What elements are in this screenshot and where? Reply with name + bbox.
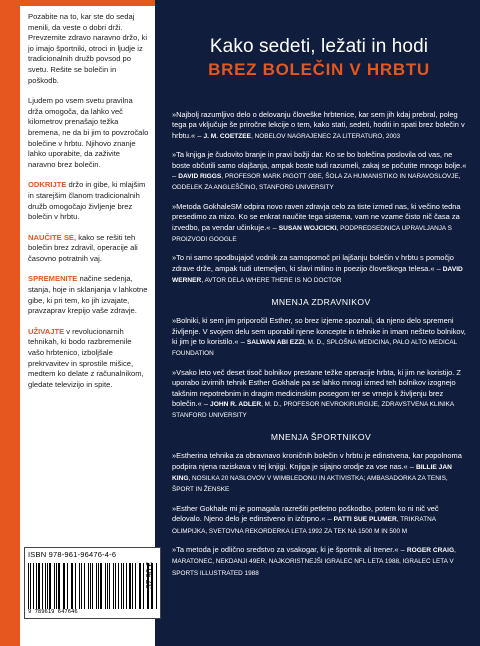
barcode-bar (42, 563, 43, 609)
quote-author: J. M. COETZEE (203, 132, 252, 140)
isbn-barcode-box (24, 547, 161, 619)
barcode-bar (30, 563, 31, 609)
barcode-bar (143, 563, 144, 609)
barcode-bar (96, 563, 97, 609)
sidebar-point-learn (28, 233, 149, 265)
quote-author-role: , TRIKRATNA OLIMPIJKA, SVETOVNA REKORDERKA LETA 1992 ZA TEK NA 1500 M IN 500 M (172, 516, 436, 535)
sidebar-intro: Pozabite na to, kar ste do sedaj menili, da veste o dobri drži. Prevzemite zdravo naravno držo, ki jo imajo športniki, otroci in ljudje iz tradicionalnih družb povsod po svetu. Rešite se bolečin in poškodb. (28, 12, 148, 85)
point-text: načine sedenja, stanja, hoje in sklanjanja v lahkotne gibe, ki pri tem, ko jih izvajate, pravzaprav krepijo vaše zdravje. (28, 274, 148, 316)
barcode-bar (54, 563, 55, 609)
barcode-bar (71, 563, 72, 609)
barcode-bar (129, 563, 130, 609)
barcode-bar (132, 563, 134, 609)
point-text: v revolucionarnih tehnikah, ki bodo razbremenile vašo hrbtenico, izboljšale prekrvavitev in sprostile mišice, medtem ko delate z računalnikom, gledate televizijo in spite. (28, 326, 144, 389)
quote-author: DAVID RIGGS (178, 173, 222, 181)
quote-text: »Bolniki, ki sem jim priporočil Esther, so brez izjeme spoznali, da njeno delo spremeni življenje. V svojem delu sem uporabil njene koncepte in tehnike in imam nešteto bolnikov, ki jim je to koristilo.« – (172, 316, 466, 346)
quote-text: »To ni samo spodbujajoč vodnik za samopomoč pri lajšanju bolečin v hrbtu s pomočjo zdrave drže, ampak tudi utemeljen, ki slavi milino in poezijo človeškega telesa.« – (172, 253, 454, 273)
price-label: 37,90 € (145, 562, 155, 589)
quote-text: »Najbolj razumljivo delo o delovanju človeške hrbtenice, kar sem jih kdaj prebral, poleg tega pa vključuje še priročne lekcije o tem, kako stati, sedeti, hoditi in spati brez bolečin v hrbtu.« – (172, 110, 465, 140)
testimonial-quote (172, 253, 470, 286)
quotes-athletes (172, 451, 470, 579)
barcode-bar (81, 563, 82, 609)
quote-author: ROGER CRAIG (406, 547, 455, 554)
barcode-bar (56, 563, 57, 609)
barcode-digits: 9 789619 647646 (28, 608, 78, 615)
barcode-bar (72, 563, 73, 609)
testimonials-column (172, 110, 470, 587)
barcode-bar (58, 563, 60, 609)
quote-author: SUSAN WOJCICKI (278, 224, 337, 232)
quote-source (172, 401, 454, 419)
barcode-bar (45, 563, 46, 609)
quote-text: »Metoda GokhaleSM odpira novo raven zdravja celo za tiste izmed nas, ki večino tedna presedimo za mizo. Ko se enkrat naučite tega sistema, vam ne vzame čisto nič časa za izvedbo, pa vendar učinkuje.« – (172, 201, 461, 232)
keyword-learn: NAUČITE SE, (28, 232, 77, 242)
barcode-bar (33, 563, 34, 609)
isbn-label: ISBN 978-961-96476-4-6 (28, 550, 117, 559)
barcode-bar (139, 563, 140, 609)
sidebar-paragraph: Ljudem po vsem svetu pravilna drža omogoča, da lahko več kilometrov prenašajo težka bremena, ne da bi jim to povzročalo bolečine v hrbtu. Njihovo znanje lahko uporabite, da zaživite naravno brez bolečin. (28, 96, 149, 169)
quote-text: »Ta metoda je odlično sredstvo za vsakogar, ki je športnik ali trener.« – (172, 545, 407, 554)
testimonial-quote (172, 545, 470, 579)
barcode-bar (121, 563, 122, 609)
quotes-doctors (172, 316, 470, 422)
quote-author-role: , PROFESOR MARK PIGOTT OBE, ŠOLA ZA HUMANISTIKO IN NARAVOSLOVJE, ODDELEK ZA ANGLEŠČINO, STANFORD UNIVERSITY (172, 173, 461, 192)
keyword-discover: ODKRIJTE (28, 180, 67, 190)
section-heading-doctors: MNENJA ZDRAVNIKOV (271, 296, 371, 307)
barcode-bar (135, 563, 136, 609)
barcode-bar (36, 563, 37, 609)
left-accent-band (0, 0, 12, 646)
quote-author: DAVID WERNER (172, 265, 463, 285)
barcode-bar (38, 563, 40, 609)
quote-author-role: , MARATONEC, NEKDANJI 49ER, NAJKORISTNEJŠI IGRALEC NFL LETA 1988, IGRALEC LETA V SPORTS ILLUSTRATED 1988 (172, 547, 456, 577)
barcode-bar (90, 563, 91, 609)
sidebar-point-enjoy (28, 327, 149, 391)
barcode-bar (100, 563, 101, 609)
quote-text: »Ta knjiga je čudovito branje in pravi božji dar. Ko se bo bolečina poslovila od vas, ne boste občutili samo olajšanja, ampak boste tudi razumeli, zakaj se počutite mnogo bolje.« – (172, 150, 467, 181)
barcode-bar (113, 563, 115, 609)
quote-author-role: , NOSILKA 20 NASLOVOV V WIMBLEDONU IN AKTIVISTKA; AMBASADORKA ZA TENIS, ŠPORT IN ŽENSKE (172, 474, 448, 494)
testimonial-quote (172, 316, 470, 360)
book-subtitle: BREZ BOLEČIN V HRBTU (208, 60, 430, 79)
testimonial-quote (172, 451, 470, 496)
barcode-bar (126, 563, 127, 609)
quote-text: »Esther Gokhale mi je pomagala razrešiti petletno poškodbo, potem ko ni nič več delovalo. Njeno delo je edinstveno in izčrpno.« – (172, 503, 439, 524)
barcode-graphic (28, 563, 157, 611)
barcode-bar (98, 563, 99, 609)
testimonial-quote (172, 368, 470, 422)
section-heading-athletes: MNENJA ŠPORTNIKOV (270, 431, 372, 442)
quote-author: PATTI SUE PLUMER (333, 516, 397, 524)
barcode-bar (115, 563, 116, 609)
quote-author-role: , PODPREDSEDNICA UPRAVLJANJA S PROIZVODI GOOGLE (172, 224, 452, 244)
barcode-bar (109, 563, 110, 609)
sidebar-point-discover (28, 180, 149, 222)
quote-author-role: , M. D., PROFESOR NEVROKIRURGIJE, ZDRAVSTVENA KLINIKA STANFORD UNIVERSITY (172, 400, 454, 420)
quotes-general (172, 110, 470, 287)
point-text: kako se rešiti teh bolečin brez zdravil, operacije ali časovno potratnih vaj. (28, 232, 138, 263)
barcode-bar (84, 563, 86, 609)
barcode-bar (118, 563, 119, 609)
barcode-bar (92, 563, 93, 609)
barcode-bar (49, 563, 50, 609)
barcode-bar (123, 563, 124, 609)
barcode-bar (140, 563, 141, 609)
barcode-bar (63, 563, 64, 609)
sidebar-point-change (28, 274, 149, 316)
testimonial-quote (172, 110, 470, 142)
sidebar-frame (12, 0, 155, 646)
quote-author: JOHN R. ADLER (210, 400, 262, 408)
quote-source (172, 173, 460, 191)
barcode-bar (28, 563, 29, 609)
quote-author-role: , AVTOR DELA WHERE THERE IS NO DOCTOR (201, 277, 342, 285)
barcode-bar (75, 563, 76, 609)
sidebar-panel (20, 6, 155, 646)
barcode-bar (79, 563, 80, 609)
point-text: držo in gibe, ki mlajšim in starejšim članom tradicionalnih družb omogočajo življenje brez bolečin v hrbtu. (28, 180, 146, 222)
quote-author-role: , NOBELOV NAGRAJENEC ZA LITERATURO, 2003 (251, 132, 401, 140)
quote-source (203, 133, 400, 140)
quote-author: SALWAN ABI EZZI (246, 338, 305, 346)
barcode-bar (105, 563, 106, 609)
testimonial-quote (172, 504, 470, 537)
testimonial-quote (172, 202, 470, 246)
barcode-bar (67, 563, 68, 609)
quote-text: »Estherina tehnika za obravnavo kroničnih bolečin v hrbtu je edinstvena, kar popolnoma podpira njena raziskava v tej knjigi. Knjiga je sijajno orodje za vse nas.« – (172, 451, 462, 471)
quote-text: »Vsako leto več deset tisoč bolnikov prestane težke operacije hrbta, ki jim ne koristijo. Z uporabo izvirnih tehnik Esther Gokhale pa se lahko mnogi izmed teh bolnikov izognejo takšnim nepotrebnim in dragim medicinskim posegom ter se vrnejo k življenju brez bolečin.« – (172, 367, 461, 408)
keyword-enjoy: UŽIVAJTE (28, 326, 65, 336)
barcode-bar (88, 563, 89, 609)
barcode-bar (107, 563, 108, 609)
barcode-bar (47, 563, 48, 609)
testimonial-quote (172, 150, 470, 194)
quote-author: BILLIE JAN KING (172, 463, 452, 482)
keyword-change: SPREMENITE (28, 274, 78, 284)
book-title: Kako sedeti, ležati in hodi (209, 36, 429, 57)
barcode-bar (64, 563, 65, 609)
quote-author-role: , M. D., SPLOŠNA MEDICINA, PALO ALTO MEDICAL FOUNDATION (172, 338, 457, 358)
